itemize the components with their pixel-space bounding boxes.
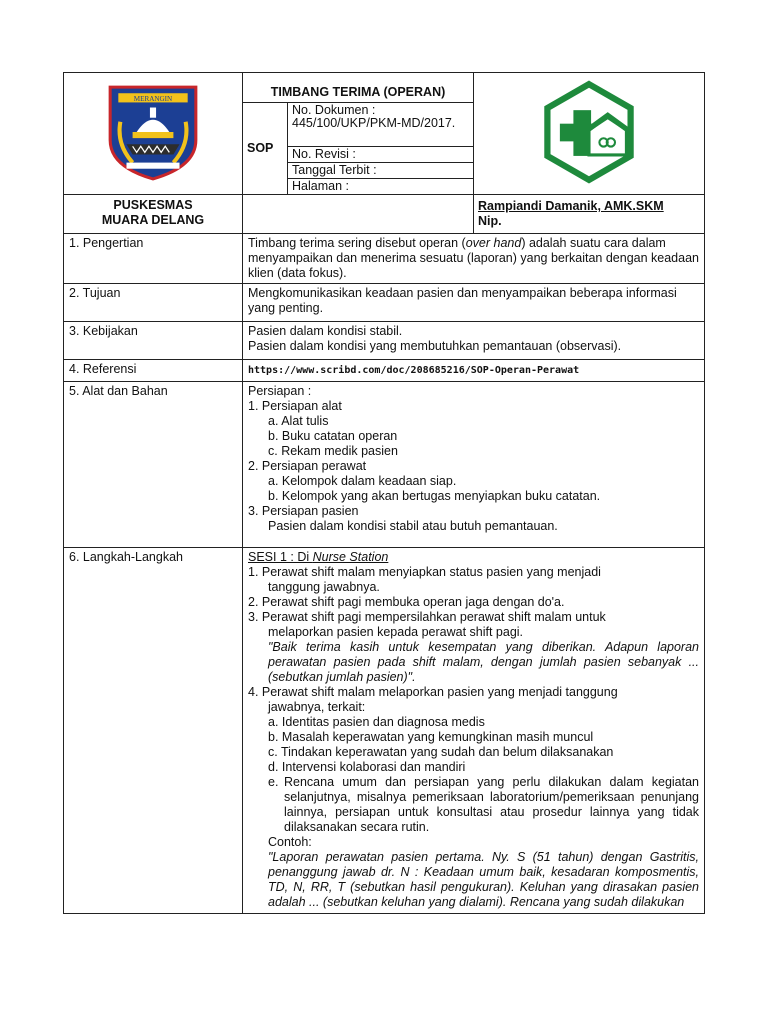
title-cell [243,73,474,195]
section-kebijakan [64,322,705,360]
section-label: 4. Referensi [64,360,243,382]
doc-revision: No. Revisi : [288,147,474,163]
puskesmas-logo-icon [537,80,641,184]
section-label: 6. Langkah-Langkah [64,548,243,914]
doc-number: No. Dokumen : 445/100/UKP/PKM-MD/2017. [292,103,456,130]
section-label: 1. Pengertian [64,234,243,284]
logo-text: MERANGIN [133,94,173,103]
signer-nip: Nip. [478,214,502,228]
section-label: 2. Tujuan [64,284,243,322]
section-content: Persiapan : 1. Persiapan alat a. Alat tulis b. Buku catatan operan c. Rekam medik pasien 2. Persiapan perawat a. Kelompok dalam keadaan siap. b. Kelompok yang akan bertugas menyiapkan buku catatan. 3. Persiapan pasien Pasien dalam kondisi stabil atau butuh pemantauan. [243,382,705,548]
section-content: Mengkomunikasikan keadaan pasien dan menyampaikan beberapa informasi yang penting. [243,284,705,322]
section-tujuan [64,284,705,322]
sop-table [63,72,705,914]
section-label: 5. Alat dan Bahan [64,382,243,548]
section-label: 3. Kebijakan [64,322,243,360]
regency-logo-cell [64,73,243,195]
section-alat-bahan [64,382,705,548]
sop-label: SOP [243,103,288,194]
section-content: Pasien dalam kondisi stabil. Pasien dalam kondisi yang membutuhkan pemantauan (observasi). [243,322,705,360]
section-content: Timbang terima sering disebut operan (over hand) adalah suatu cara dalam menyampaikan dan menerima sesuatu (laporan) yang berkaitan dengan keadaan klien (data fokus). [243,234,705,284]
doc-page: Halaman : [288,179,474,195]
section-referensi [64,360,705,382]
sop-document [63,72,704,914]
merangin-emblem-icon [102,81,204,183]
signer-name: Rampiandi Damanik, AMK.SKM [478,199,664,213]
signature-block [474,195,705,234]
empty-cell [243,195,474,234]
organization-name: PUSKESMAS MUARA DELANG [64,195,243,234]
reference-link[interactable]: https://www.scribd.com/doc/208685216/SOP-Operan-Perawat [243,360,705,382]
section-content: SESI 1 : Di Nurse Station 1. Perawat shift malam menyiapkan status pasien yang menjadi tanggung jawabnya. 2. Perawat shift pagi membuka operan jaga dengan do'a. 3. Perawat shift pagi mempersilahkan perawat shift malam untuk melaporkan pasien kepada perawat shift pagi. "Baik terima kasih untuk kesempatan yang diberikan. Adapun laporan perawatan pasien pada shift malam, dengan jumlah pasien sebanyak ... (sebutkan jumlah pasien)". 4. Perawat shift malam melaporkan pasien yang menjadi tanggung jawabnya, terkait: a. Identitas pasien dan diagnosa medis b. Masalah keperawatan yang kemungkinan masih muncul c. Tindakan keperawatan yang sudah dan belum dilaksanakan d. Intervensi kolaborasi dan mandiri e. Rencana umum dan persiapan yang perlu dilakukan dalam kegiatan selanjutnya, misalnya pemeriksaan laboratorium/pemeriksaan penunjang lainnya, persiapan untuk konsultasi atau prosedur lainnya yang tidak dilaksanakan secara rutin. Contoh: "Laporan perawatan pasien pertama. Ny. S (51 tahun) dengan Gastritis, penanggung jawab dr. N : Keadaan umum baik, kesadaran komposmentis, TD, N, RR, T (sebutkan hasil pengukuran). Keluhan yang dirasakan pasien adalah ... (sebutkan keluhan yang dialami). Rencana yang sudah dilakukan [243,548,705,914]
puskesmas-logo-cell [474,73,705,195]
doc-info-table [243,103,473,194]
section-langkah [64,548,705,914]
section-pengertian [64,234,705,284]
page-title: TIMBANG TERIMA (OPERAN) [243,73,473,103]
doc-issue-date: Tanggal Terbit : [288,163,474,179]
